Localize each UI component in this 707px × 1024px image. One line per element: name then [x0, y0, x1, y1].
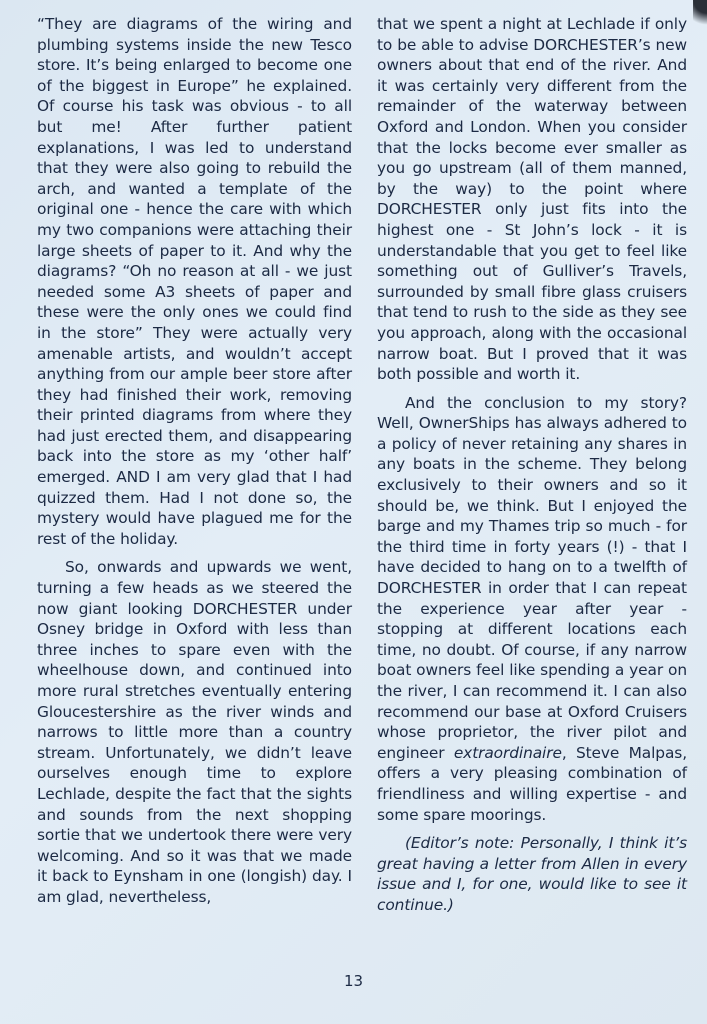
corner-shadow [693, 0, 707, 30]
right-paragraph-2-start: And the conclusion to my story? Well, OwnerShips has always adhered to a policy of never retaining any shares in any boats in the scheme. They belong exclusively to their owners and so it should be, we think. But I enjoyed the barge and my Thames trip so much - for the third time in forty years (!) - that I have decided to hang on to a twelfth of DORCHESTER in order that I can repeat the experience year after year - stopping at different locations each time, no doubt. Of course, if any narrow boat owners feel like spending a year on the river, I can recommend it. I can also recommend our base at Oxford Cruisers whose proprietor, the river pilot and engineer [377, 393, 687, 762]
right-column [377, 14, 687, 916]
right-paragraph-2-end: , Steve Malpas, offers a very pleasing combination of friendliness and willing expertise - and some spare moorings. [377, 743, 688, 824]
left-paragraph-2: So, onwards and upwards we went, turning a few heads as we steered the now giant looking DORCHESTER under Osney bridge in Oxford with less than three inches to spare even with the wheelhouse down, and continued into more rural stretches eventually entering Gloucestershire as the river winds and narrows to little more than a country stream. Unfortunately, we didn’t leave ourselves enough time to explore Lechlade, despite the fact that the sights and sounds from the next shopping sortie that we undertook there were very welcoming. And so it was that we made it back to Eynsham in one (longish) day. I am glad, nevertheless, [37, 558, 352, 906]
italic-word: extraordinaire [453, 743, 562, 762]
left-column [37, 14, 352, 908]
editor-note: (Editor’s note: Personally, I think it’s great having a letter from Allen in every issue and I, for one, would like to see it continue.) [377, 834, 687, 914]
right-paragraph-1: that we spent a night at Lechlade if only to be able to advise DORCHESTER’s new owners about that end of the river. And it was certainly very different from the remainder of the waterway between Oxford and London. When you consider that the locks become ever smaller as you go upstream (all of them manned, by the way) to the point where DORCHESTER only just fits into the highest one - St John’s lock - it is understandable that you get to feel like something out of Gulliver’s Travels, surrounded by small fibre glass cruisers that tend to rush to the side as they see you approach, along with the occasional narrow boat. But I proved that it was both possible and worth it. [377, 15, 687, 384]
right-paragraph-2 [377, 393, 687, 825]
page-number: 13 [343, 972, 364, 990]
left-paragraph-1: “They are diagrams of the wiring and plumbing systems inside the new Tesco store. It’s being enlarged to become one of the biggest in Europe” he explained. Of course his task was obvious - to all but me! After further patient explanations, I was led to understand that they were also going to rebuild the arch, and wanted a template of the original one - hence the care with which my two companions were attaching their large sheets of paper to it. And why the diagrams? “Oh no reason at all - we just needed some A3 sheets of paper and these were the only ones we could find in the store” They were actually very amenable artists, and wouldn’t accept anything from our ample beer store after they had finished their work, removing their printed diagrams from where they had just erected them, and disappearing back into the store as my ‘other half’ emerged. AND I am very glad that I had quizzed them. Had I not done so, the mystery would have plagued me for the rest of the holiday. [37, 15, 352, 548]
